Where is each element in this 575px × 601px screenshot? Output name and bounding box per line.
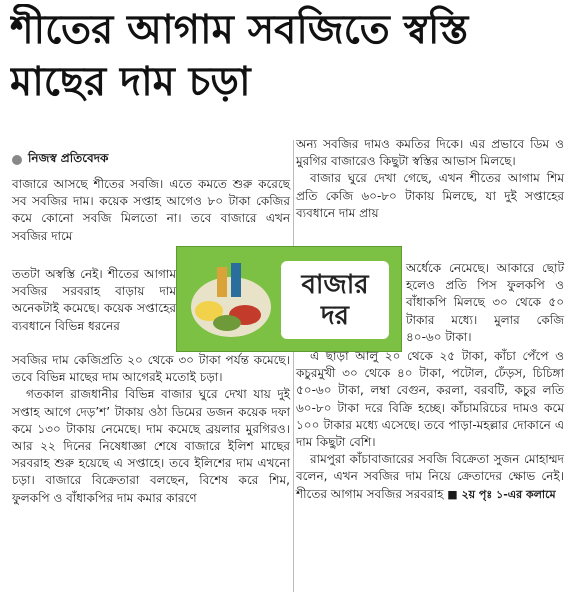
paragraph xyxy=(296,451,564,503)
headline-line-2: মাছের দাম চড়া xyxy=(10,59,251,105)
paragraph: সবজির দাম কেজিপ্রতি ২০ থেকে ৩০ টাকা পর্যন্ত কমেছে। তবে বিভিন্ন মাছের দাম আগেরই মতোই চড়া। xyxy=(12,353,290,385)
column-divider xyxy=(293,140,294,592)
headline-line-1: শীতের আগাম সবজিতে স্বস্তি xyxy=(10,7,469,53)
paragraph: বাজার ঘুরে দেখা গেছে, এখন শীতের আগাম শিম প্রতি কেজি ৬০-৮০ টাকায় মিলছে, যা দুই সপ্তাহের ব্যবধানে দাম প্রায় xyxy=(296,171,564,220)
headline xyxy=(10,4,565,108)
left-column-para-1 xyxy=(12,176,290,245)
paragraph: ততটা অস্বস্তি নেই। শীতের আগাম সবজির সরবরাহ বাড়ায় দাম অনেকটাই কমেছে। কয়েক সপ্তাহের ব্যবধানে বিভিন্ন ধরনের xyxy=(12,267,176,333)
byline-text: নিজস্ব প্রতিবেদক xyxy=(28,151,109,165)
box-word-bazar: বাজার xyxy=(301,270,369,300)
bazar-dor-label xyxy=(281,261,389,339)
paragraph-text: রামপুরা কাঁচাবাজারের সবজি বিক্রেতা সুজন মোহাম্মদ বলেন, এখন সবজির দাম নিয়ে ক্রেতাদের ক্ষোভ নেই। শীতের আগাম সবজির সরবরাহ xyxy=(296,452,564,501)
bullet-icon xyxy=(12,155,22,165)
left-column-rest xyxy=(12,352,290,507)
right-column-top xyxy=(296,136,564,222)
paragraph: অন্য সবজির দামও কমতির দিকে। এর প্রভাবে ডিম ও মুরগির বাজারেও কিছুটা স্বস্তির আভাস মিলছে। xyxy=(296,137,564,169)
paragraph: অর্ধেকে নেমেছে। আকারে ছোট হলেও প্রতি পিস ফুলকপি ও বাঁধাকপি মিলছে ৩০ থেকে ৫০ টাকার মধ্যে। মুলার কেজি ৪০-৬০ টাকা। xyxy=(406,261,564,344)
paragraph: গতকাল রাজধানীর বিভিন্ন বাজার ঘুরে দেখা যায় দুই সপ্তাহ আগে দেড়’শ’ টাকায় ওঠা ডিমের ডজন কয়েক দফা কমে ১৩০ টাকায় নেমেছে। দাম কমেছে ব্রয়লার মুরগিরও। আর ২২ দিনের নিষেধাজ্ঞা শেষে বাজারে ইলিশ মাছের সরবরাহ শুরু হয়েছে এ সপ্তাহে। তবে ইলিশের দাম এখনো চড়া। বাজারে বিক্রেতারা বলছেন, বিশেষ করে শিম, ফুলকপি ও বাঁধাকপির দাম কমার কারণে xyxy=(12,387,290,505)
paragraph: এ ছাড়া আলু ২০ থেকে ২৫ টাকা, কাঁচা পেঁপে ও কচুরমুখী ৩০ থেকে ৪০ টাকা, পটোল, ঢেঁড়স, চিচিঙ্গা ৫০-৬০ টাকা, লম্বা বেগুন, করলা, বরবটি, কচুর লতি ৬০-৮০ টাকা দরে বিক্রি হচ্ছে। কাঁচামরিচের দামও কমে ১০০ টাকার মধ্যে এসেছে। তবে পাড়া-মহল্লার দোকানে এ দাম কিছুটা বেশি। xyxy=(296,349,564,450)
vegetables-illustration-icon xyxy=(187,259,275,341)
continued-reference: ■ ২য় পৃঃ ১-এর কলামে xyxy=(447,487,556,501)
paragraph: বাজারে আসছে শীতের সবজি। এতে কমতে শুরু করেছে সব সবজির দাম। কয়েক সপ্তাহ আগেও ৮০ টাকা কেজির কমে কোনো সবজি মিলতো না। তবে বাজারে এখন সবজির দামে xyxy=(12,177,290,243)
left-column-para-2 xyxy=(12,266,176,335)
bazar-dor-box xyxy=(176,246,402,352)
right-column-bottom xyxy=(296,348,564,503)
box-word-dor: দর xyxy=(321,301,349,331)
byline xyxy=(12,150,292,170)
right-column-beside-box xyxy=(406,260,564,346)
